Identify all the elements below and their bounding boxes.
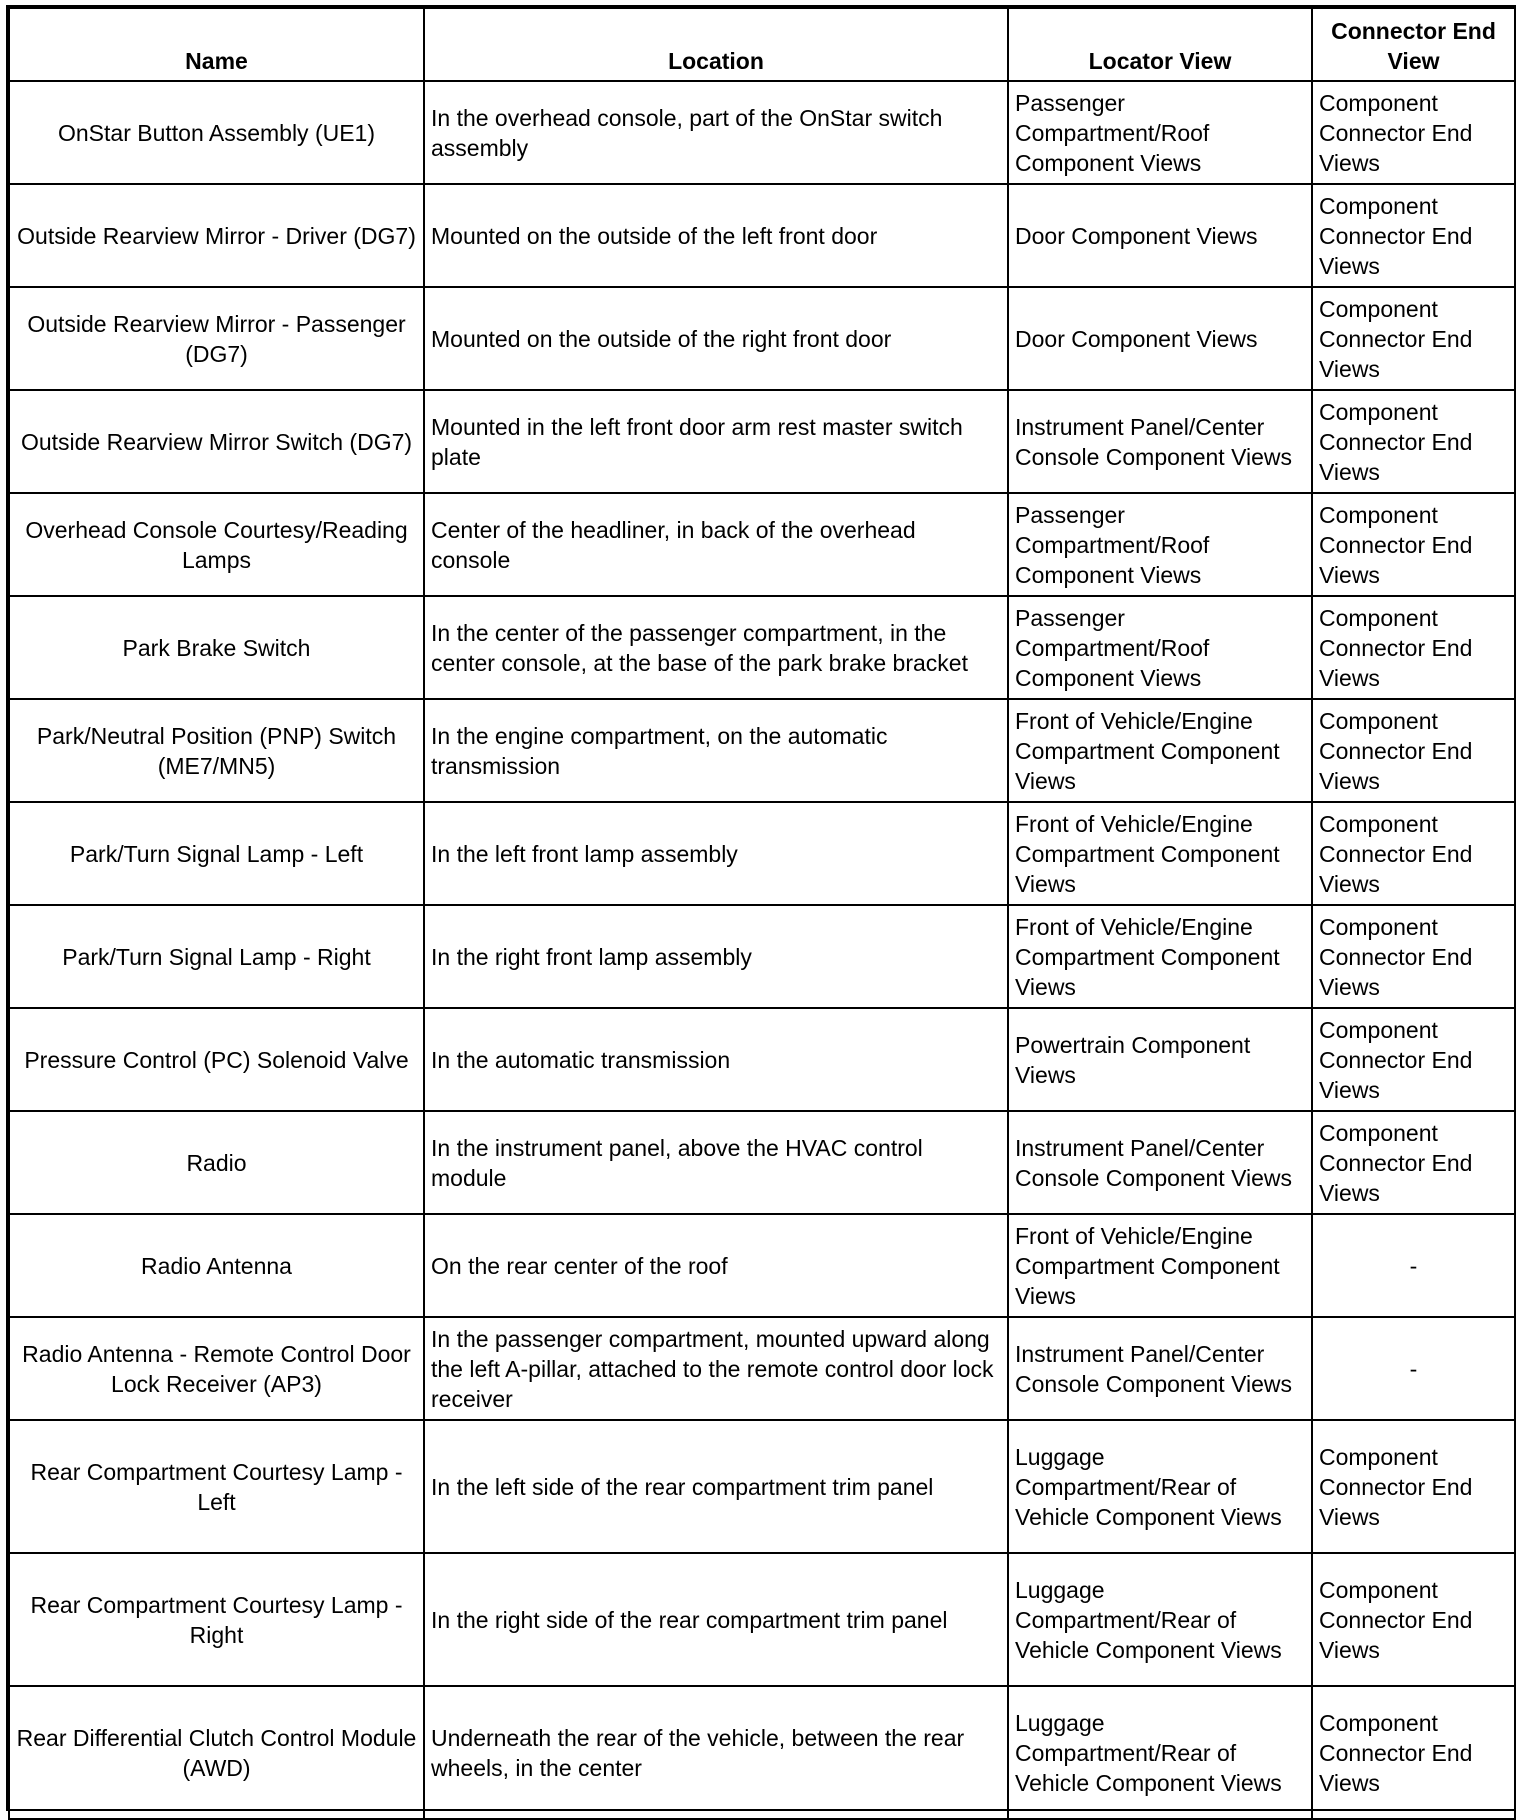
cell-name: Park/Turn Signal Lamp - Right	[9, 905, 424, 1008]
table-row	[9, 1553, 1515, 1686]
cell-locator-view: Passenger Compartment/Roof Component Views	[1008, 493, 1312, 596]
cell-connector-end-view: Component Connector End Views	[1312, 1553, 1515, 1686]
cell-connector-end-view: Component Connector End Views	[1312, 1111, 1515, 1214]
cell-connector-end-view: Component Connector End Views	[1312, 905, 1515, 1008]
component-locator-table	[8, 7, 1516, 1820]
cell-location: In the left side of the rear compartment trim panel	[424, 1420, 1008, 1553]
cell-name: Rear Compartment Courtesy Lamp - Left	[9, 1420, 424, 1553]
cell-locator-view: Door Component Views	[1008, 287, 1312, 390]
cell-name: Rear Differential Clutch Control Module (AWD)	[9, 1686, 424, 1819]
cell-location: In the instrument panel, above the HVAC control module	[424, 1111, 1008, 1214]
table-row	[9, 699, 1515, 802]
cell-location: In the center of the passenger compartment, in the center console, at the base of the park brake bracket	[424, 596, 1008, 699]
cell-connector-end-view: Component Connector End Views	[1312, 1420, 1515, 1553]
cell-location: In the engine compartment, on the automatic transmission	[424, 699, 1008, 802]
cell-name: OnStar Button Assembly (UE1)	[9, 81, 424, 184]
cell-locator-view: Luggage Compartment/Rear of Vehicle Component Views	[1008, 1686, 1312, 1819]
cell-location: Center of the headliner, in back of the overhead console	[424, 493, 1008, 596]
cell-location: In the passenger compartment, mounted upward along the left A-pillar, attached to the remote control door lock receiver	[424, 1317, 1008, 1420]
cell-locator-view: Passenger Compartment/Roof Component Views	[1008, 596, 1312, 699]
header-connector-end-view: Connector End View	[1312, 8, 1515, 81]
table-row	[9, 1111, 1515, 1214]
cell-locator-view: Front of Vehicle/Engine Compartment Component Views	[1008, 905, 1312, 1008]
cell-name: Pressure Control (PC) Solenoid Valve	[9, 1008, 424, 1111]
header-row	[9, 8, 1515, 81]
cell-connector-end-view: Component Connector End Views	[1312, 287, 1515, 390]
cell-locator-view: Door Component Views	[1008, 184, 1312, 287]
table-row	[9, 905, 1515, 1008]
cell-locator-view: Front of Vehicle/Engine Compartment Component Views	[1008, 1214, 1312, 1317]
cell-connector-end-view: Component Connector End Views	[1312, 1008, 1515, 1111]
cell-connector-end-view: Component Connector End Views	[1312, 184, 1515, 287]
cell-name: Park/Neutral Position (PNP) Switch (ME7/MN5)	[9, 699, 424, 802]
cell-name: Rear Compartment Courtesy Lamp - Right	[9, 1553, 424, 1686]
cell-locator-view: Front of Vehicle/Engine Compartment Component Views	[1008, 699, 1312, 802]
cell-connector-end-view: -	[1312, 1317, 1515, 1420]
cell-connector-end-view: Component Connector End Views	[1312, 390, 1515, 493]
cell-locator-view: Instrument Panel/Center Console Component Views	[1008, 1111, 1312, 1214]
table-row	[9, 1420, 1515, 1553]
cell-connector-end-view: -	[1312, 1214, 1515, 1317]
cell-connector-end-view: Component Connector End Views	[1312, 699, 1515, 802]
cell-name: Park/Turn Signal Lamp - Left	[9, 802, 424, 905]
cell-locator-view: Front of Vehicle/Engine Compartment Component Views	[1008, 802, 1312, 905]
cell-name: Radio Antenna	[9, 1214, 424, 1317]
cell-location: In the right side of the rear compartment trim panel	[424, 1553, 1008, 1686]
cell-connector-end-view: Component Connector End Views	[1312, 81, 1515, 184]
header-locator-view: Locator View	[1008, 8, 1312, 81]
cell-name: Radio Antenna - Remote Control Door Lock Receiver (AP3)	[9, 1317, 424, 1420]
cell-location: In the automatic transmission	[424, 1008, 1008, 1111]
header-name: Name	[9, 8, 424, 81]
cell-locator-view: Luggage Compartment/Rear of Vehicle Component Views	[1008, 1553, 1312, 1686]
cell-locator-view: Luggage Compartment/Rear of Vehicle Component Views	[1008, 1420, 1312, 1553]
cell-location: Mounted on the outside of the right front door	[424, 287, 1008, 390]
table-row	[9, 596, 1515, 699]
cell-location: Underneath the rear of the vehicle, between the rear wheels, in the center	[424, 1686, 1008, 1819]
cell-locator-view: Powertrain Component Views	[1008, 1008, 1312, 1111]
table-body	[9, 81, 1515, 1819]
cell-name: Outside Rearview Mirror - Driver (DG7)	[9, 184, 424, 287]
cell-connector-end-view: Component Connector End Views	[1312, 493, 1515, 596]
header-location: Location	[424, 8, 1008, 81]
cell-connector-end-view: Component Connector End Views	[1312, 596, 1515, 699]
cell-location: On the rear center of the roof	[424, 1214, 1008, 1317]
cell-location: In the right front lamp assembly	[424, 905, 1008, 1008]
table-row	[9, 1214, 1515, 1317]
cell-connector-end-view: Component Connector End Views	[1312, 1686, 1515, 1819]
table-row	[9, 493, 1515, 596]
cell-location: Mounted on the outside of the left front door	[424, 184, 1008, 287]
table-row	[9, 802, 1515, 905]
cell-name: Overhead Console Courtesy/Reading Lamps	[9, 493, 424, 596]
cell-location: In the overhead console, part of the OnStar switch assembly	[424, 81, 1008, 184]
table-row	[9, 184, 1515, 287]
cell-locator-view: Passenger Compartment/Roof Component Views	[1008, 81, 1312, 184]
table-row	[9, 1008, 1515, 1111]
table-row	[9, 1317, 1515, 1420]
cell-location: In the left front lamp assembly	[424, 802, 1008, 905]
cell-location: Mounted in the left front door arm rest master switch plate	[424, 390, 1008, 493]
table-row	[9, 81, 1515, 184]
cell-name: Outside Rearview Mirror - Passenger (DG7)	[9, 287, 424, 390]
cell-name: Park Brake Switch	[9, 596, 424, 699]
cell-name: Radio	[9, 1111, 424, 1214]
cell-connector-end-view: Component Connector End Views	[1312, 802, 1515, 905]
table-row	[9, 390, 1515, 493]
table-row	[9, 287, 1515, 390]
table-row	[9, 1686, 1515, 1819]
cell-name: Outside Rearview Mirror Switch (DG7)	[9, 390, 424, 493]
cell-locator-view: Instrument Panel/Center Console Component Views	[1008, 390, 1312, 493]
cell-locator-view: Instrument Panel/Center Console Component Views	[1008, 1317, 1312, 1420]
